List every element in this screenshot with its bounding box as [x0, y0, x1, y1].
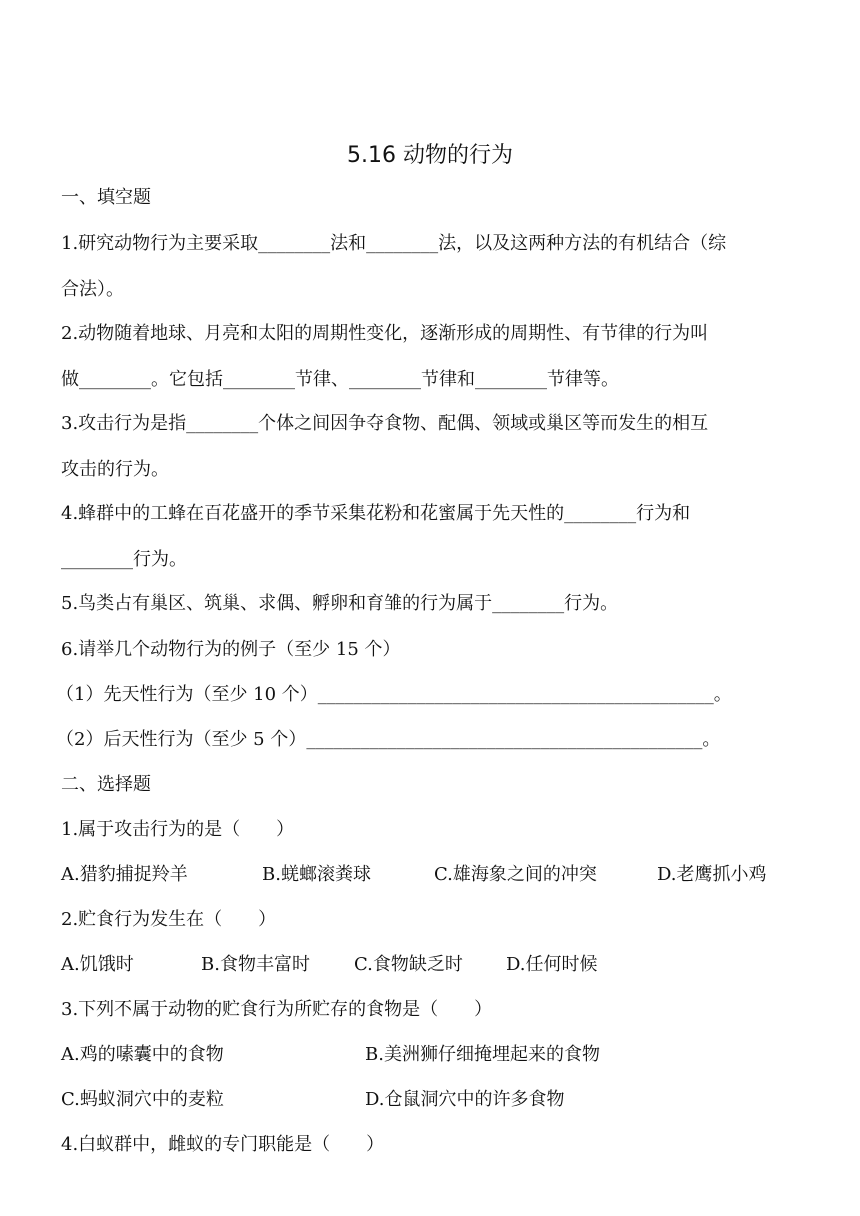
mc-question-3-stem: 3.下列不属于动物的贮食行为所贮存的食物是（ ）	[61, 999, 493, 1020]
question-6-sub-2: （2）后天性行为（至少 5 个）____________________________________________。	[56, 729, 721, 750]
mc-question-1-stem: 1.属于攻击行为的是（ ）	[61, 819, 295, 840]
question-6-sub-1: （1）先天性行为（至少 10 个）____________________________________________。	[56, 684, 732, 705]
question-2-line-2: 做________。它包括________节律、________节律和________节律等。	[61, 369, 619, 390]
question-5: 5.鸟类占有巢区、筑巢、求偶、孵卵和育雏的行为属于________行为。	[61, 593, 619, 614]
section-heading-fill-in: 一、填空题	[61, 187, 151, 208]
mc-question-1-option-c: C.雄海象之间的冲突	[434, 864, 597, 885]
section-heading-multiple-choice: 二、选择题	[61, 774, 151, 795]
mc-question-2-stem: 2.贮食行为发生在（ ）	[61, 909, 277, 930]
mc-question-1-option-d: D.老鹰抓小鸡	[657, 864, 767, 885]
question-3-line-2: 攻击的行为。	[61, 459, 169, 480]
page-title: 5.16 动物的行为	[347, 143, 513, 168]
mc-question-3-option-d: D.仓鼠洞穴中的许多食物	[365, 1089, 565, 1110]
mc-question-3-option-b: B.美洲狮仔细掩埋起来的食物	[365, 1044, 600, 1065]
mc-question-1-option-a: A.猎豹捕捉羚羊	[61, 864, 188, 885]
question-2-line-1: 2.动物随着地球、月亮和太阳的周期性变化，逐渐形成的周期性、有节律的行为叫	[61, 323, 709, 344]
question-3-line-1: 3.攻击行为是指________个体之间因争夺食物、配偶、领域或巢区等而发生的相互	[61, 413, 709, 434]
mc-question-3-option-a: A.鸡的嗉囊中的食物	[61, 1044, 224, 1065]
question-1-line-2: 合法）。	[61, 279, 124, 300]
mc-question-3-option-c: C.蚂蚁洞穴中的麦粒	[61, 1089, 224, 1110]
question-6-stem: 6.请举几个动物行为的例子（至少 15 个）	[61, 639, 401, 660]
question-4-line-1: 4.蜂群中的工蜂在百花盛开的季节采集花粉和花蜜属于先天性的________行为和	[61, 503, 691, 524]
mc-question-2-option-d: D.任何时候	[506, 954, 598, 975]
mc-question-4-stem: 4.白蚁群中，雌蚁的专门职能是（ ）	[61, 1134, 385, 1155]
mc-question-1-option-b: B.蜣螂滚粪球	[262, 864, 371, 885]
mc-question-2-option-a: A.饥饿时	[61, 954, 134, 975]
mc-question-2-option-b: B.食物丰富时	[201, 954, 310, 975]
mc-question-2-option-c: C.食物缺乏时	[354, 954, 463, 975]
question-1-line-1: 1.研究动物行为主要采取________法和________法，以及这两种方法的有机结合（综	[61, 233, 727, 254]
question-4-line-2: ________行为。	[61, 549, 187, 570]
